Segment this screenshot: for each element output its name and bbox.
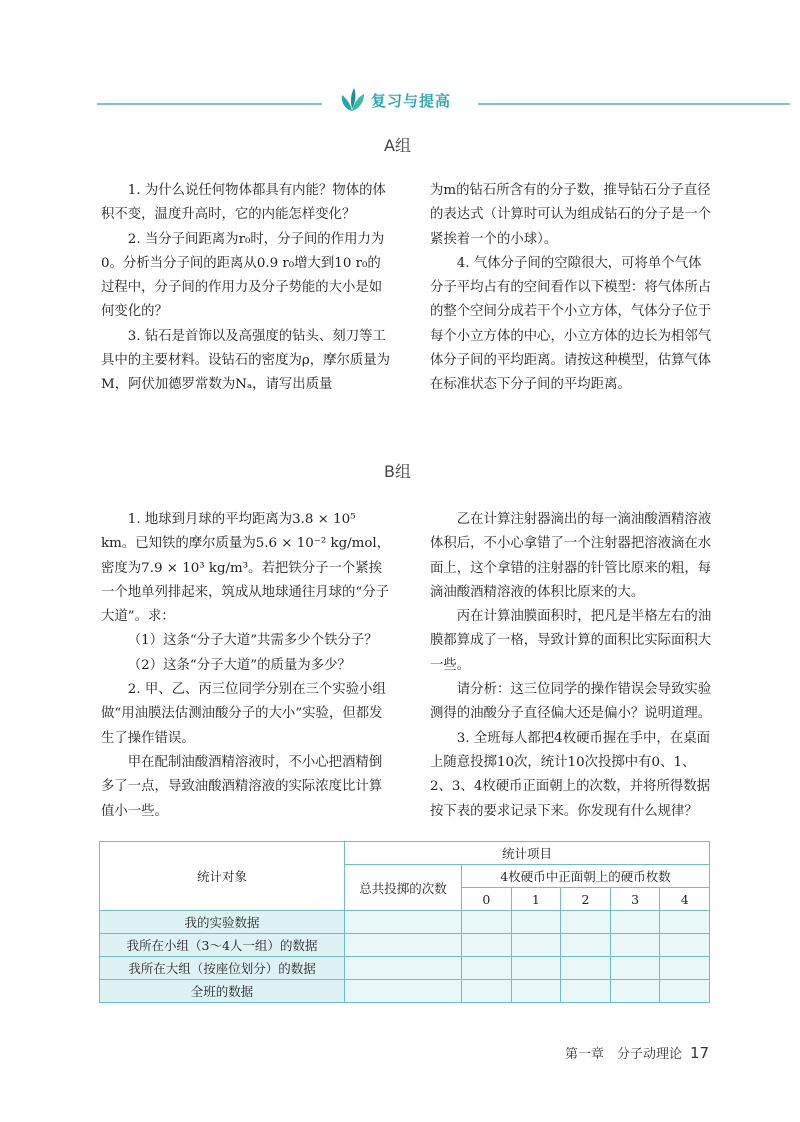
data-cell <box>660 934 710 957</box>
group-a-left-column <box>101 179 391 398</box>
table-row <box>100 980 710 1003</box>
question-b2: 2. 甲、乙、丙三位同学分别在三个实验小组做“用油膜法估测油酸分子的大小”实验，但都发生了操作错误。 <box>101 682 386 746</box>
question-b2-analysis: 请分析：这三位同学的操作错误会导致实验测得的油酸分子直径偏大还是偏小？说明道理。 <box>430 682 712 722</box>
table-row <box>100 911 710 934</box>
data-cell <box>561 911 611 934</box>
data-cell <box>660 957 710 980</box>
row-label: 我的实验数据 <box>100 911 345 934</box>
data-cell <box>610 980 660 1003</box>
data-cell <box>511 911 561 934</box>
group-a-right-column <box>430 179 714 398</box>
data-cell <box>462 911 512 934</box>
data-cell <box>561 980 611 1003</box>
data-cell <box>462 957 512 980</box>
page-footer <box>565 1043 709 1062</box>
data-cell <box>660 911 710 934</box>
total-throws-header: 总共投掷的次数 <box>345 865 462 911</box>
data-cell <box>511 934 561 957</box>
group-b-title: B组 <box>384 462 411 481</box>
question-a3: 3. 钻石是首饰以及高强度的钻头、刻刀等工具中的主要材料。设钻石的密度为ρ，摩尔质量为M，阿伏加德罗常数为Nₐ，请写出质量 <box>101 328 391 393</box>
row-label: 我所在大组（按座位划分）的数据 <box>100 957 345 980</box>
question-b2-student-c: 丙在计算油膜面积时，把凡是半格左右的油膜都算成了一格，导致计算的面积比实际面积大一些。 <box>430 609 712 673</box>
coin-count-header: 2 <box>561 888 611 911</box>
statistics-table <box>99 841 710 1003</box>
coin-count-header: 1 <box>511 888 561 911</box>
question-b1-part2: （2）这条“分子大道”的质量为多少？ <box>127 657 351 673</box>
group-b-left-column <box>101 508 391 824</box>
coin-count-header: 4 <box>660 888 710 911</box>
data-cell <box>610 957 660 980</box>
data-cell <box>345 980 462 1003</box>
question-a1: 1. 为什么说任何物体都具有内能？物体的体积不变，温度升高时，它的内能怎样变化？ <box>101 183 386 223</box>
row-label: 全班的数据 <box>100 980 345 1003</box>
question-a2: 2. 当分子间距离为r₀时，分子间的作用力为0。分析当分子间的距离从0.9 r₀增大到10 r₀的过程中，分子间的作用力及分子势能的大小是如何变化的？ <box>101 231 385 320</box>
section-title: 复习与提高 <box>371 92 452 110</box>
data-cell <box>345 911 462 934</box>
table-row <box>100 957 710 980</box>
coins-up-header: 4枚硬币中正面朝上的硬币枚数 <box>462 865 710 888</box>
question-b1: 1. 地球到月球的平均距离为3.8 × 10⁵ km。已知铁的摩尔质量为5.6 × 10⁻² kg/mol，密度为7.9 × 10³ kg/m³。若把铁分子一个紧挨一个地单列排起来，筑成从地球通往月球的“分子大道”。求： <box>101 512 391 625</box>
data-cell <box>345 934 462 957</box>
data-cell <box>610 934 660 957</box>
page-number: 17 <box>690 1044 710 1062</box>
header-rule-right <box>478 103 790 105</box>
data-cell <box>511 980 561 1003</box>
question-b2-student-b: 乙在计算注射器滴出的每一滴油酸酒精溶液体积后，不小心拿错了一个注射器把溶液滴在水面上，这个拿错的注射器的针管比原来的粗，每滴油酸酒精溶液的体积比原来的大。 <box>430 512 712 600</box>
leaf-logo-icon <box>337 85 367 115</box>
question-a3-continued: 为m的钻石所含有的分子数，推导钻石分子直径的表达式（计算时可认为组成钻石的分子是一个紧挨着一个的小球）。 <box>430 183 712 247</box>
data-cell <box>511 957 561 980</box>
question-b2-student-a: 甲在配制油酸酒精溶液时，不小心把酒精倒多了一点，导致油酸酒精溶液的实际浓度比计算值小一些。 <box>101 754 383 819</box>
data-cell <box>462 980 512 1003</box>
table-row <box>100 934 710 957</box>
data-cell <box>462 934 512 957</box>
data-cell <box>610 911 660 934</box>
coin-count-header: 3 <box>610 888 660 911</box>
question-a4: 4. 气体分子间的空隙很大，可将单个气体分子平均占有的空间看作以下模型：将气体所占的整个空间分成若干个小立方体，气体分子位于每个小立方体的中心，小立方体的边长为相邻气体分子间的平均距离。请按这种模型，估算气体在标准状态下分子间的平均距离。 <box>430 255 712 393</box>
object-header: 统计对象 <box>100 842 345 911</box>
data-cell <box>561 957 611 980</box>
group-b-right-column <box>430 508 714 824</box>
question-b3: 3. 全班每人都把4枚硬币握在手中，在桌面上随意投掷10次，统计10次投掷中有0、1、2、3、4枚硬币正面朝上的次数，并将所得数据按下表的要求记录下来。你发现有什么规律？ <box>430 730 710 819</box>
data-cell <box>561 934 611 957</box>
items-header: 统计项目 <box>345 842 710 865</box>
chapter-label: 第一章 分子动理论 <box>565 1047 683 1062</box>
data-cell <box>345 957 462 980</box>
data-cell <box>660 980 710 1003</box>
row-label: 我所在小组（3～4人一组）的数据 <box>100 934 345 957</box>
question-b1-part1: （1）这条“分子大道”共需多少个铁分子？ <box>127 633 378 649</box>
group-a-title: A组 <box>384 136 411 155</box>
header-rule-left <box>97 103 322 105</box>
coin-count-header: 0 <box>462 888 512 911</box>
